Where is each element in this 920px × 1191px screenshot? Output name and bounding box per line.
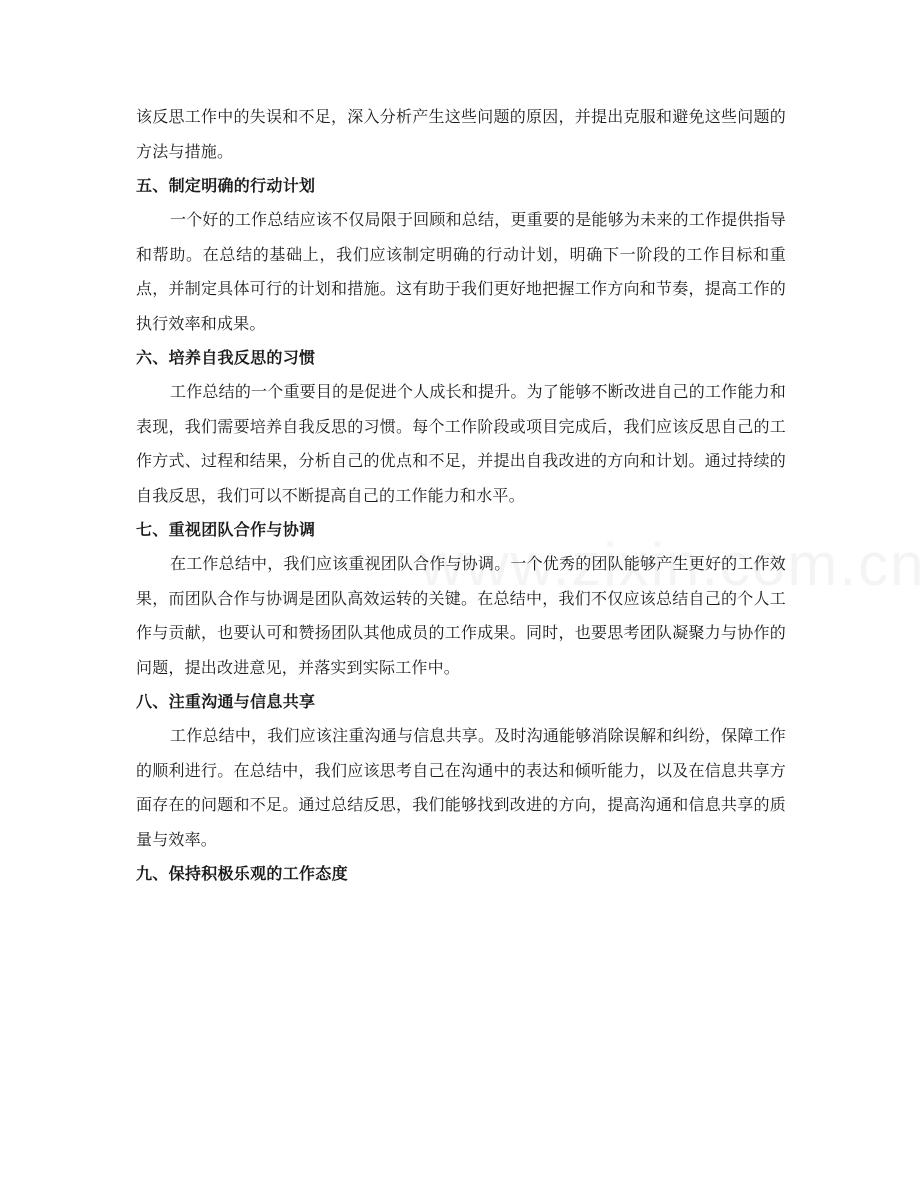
paragraph-section-8: 工作总结中，我们应该注重沟通与信息共享。及时沟通能够消除误解和纠纷，保障工作的顺利进行。在总结中，我们应该思考自己在沟通中的表达和倾听能力，以及在信息共享方面存在的问题和不足。通过总结反思，我们能够找到改进的方向，提高沟通和信息共享的质量与效率。 bbox=[136, 726, 786, 849]
section-heading-8: 八、注重沟通与信息共享 bbox=[136, 692, 316, 711]
section-heading-6: 六、培养自我反思的习惯 bbox=[136, 348, 316, 367]
section-heading-5: 五、制定明确的行动计划 bbox=[136, 176, 316, 195]
document-body bbox=[136, 100, 786, 891]
paragraph-continued: 该反思工作中的失误和不足，深入分析产生这些问题的原因，并提出克服和避免这些问题的方法与措施。 bbox=[136, 107, 786, 161]
section-heading-7: 七、重视团队合作与协调 bbox=[136, 520, 316, 539]
paragraph-section-6: 工作总结的一个重要目的是促进个人成长和提升。为了能够不断改进自己的工作能力和表现，我们需要培养自我反思的习惯。每个工作阶段或项目完成后，我们应该反思自己的工作方式、过程和结果，分析自己的优点和不足，并提出自我改进的方向和计划。通过持续的自我反思，我们可以不断提高自己的工作能力和水平。 bbox=[136, 382, 786, 505]
section-heading-9: 九、保持积极乐观的工作态度 bbox=[136, 864, 348, 883]
paragraph-section-5: 一个好的工作总结应该不仅局限于回顾和总结，更重要的是能够为未来的工作提供指导和帮助。在总结的基础上，我们应该制定明确的行动计划，明确下一阶段的工作目标和重点，并制定具体可行的计划和措施。这有助于我们更好地把握工作方向和节奏，提高工作的执行效率和成果。 bbox=[136, 210, 786, 333]
paragraph-section-7: 在工作总结中，我们应该重视团队合作与协调。一个优秀的团队能够产生更好的工作效果，而团队合作与协调是团队高效运转的关键。在总结中，我们不仅应该总结自己的个人工作与贡献，也要认可和赞扬团队其他成员的工作成果。同时，也要思考团队凝聚力与协作的问题，提出改进意见，并落实到实际工作中。 bbox=[136, 554, 786, 677]
